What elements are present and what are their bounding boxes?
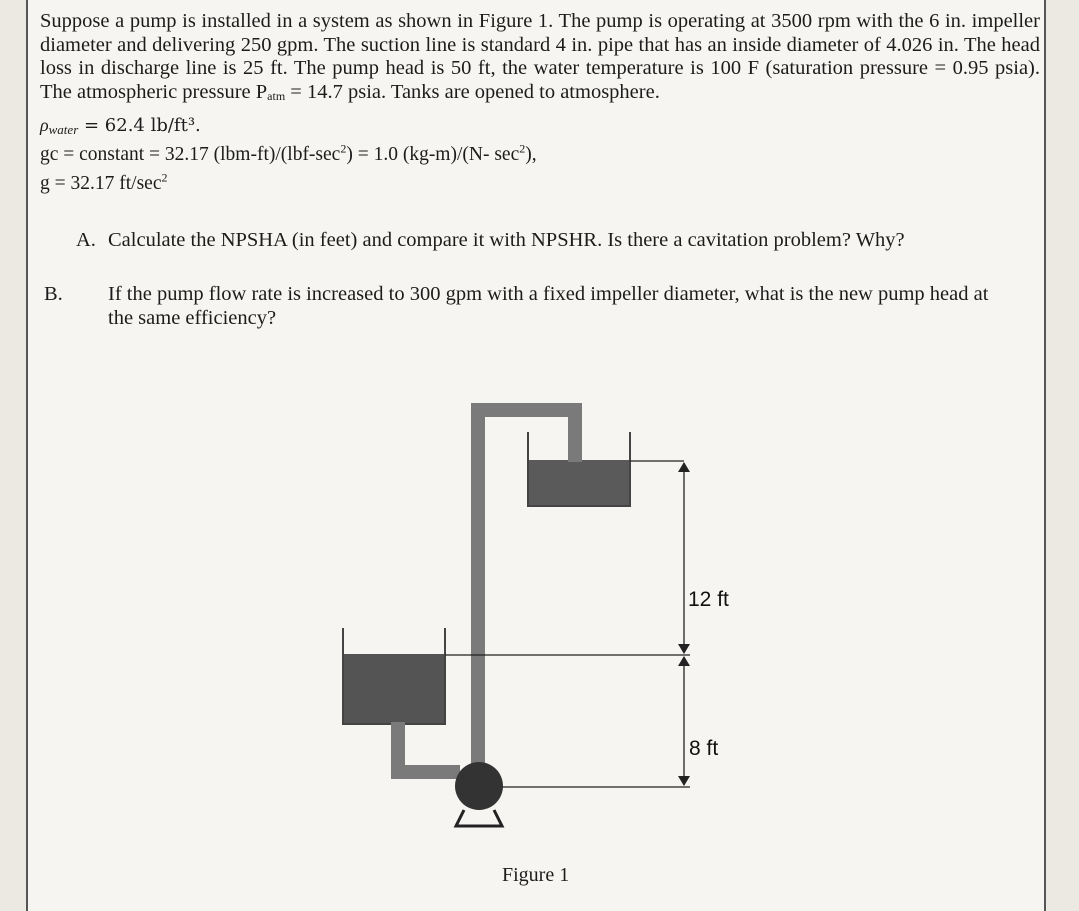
gc-sup-2: 2 (519, 141, 526, 156)
dim-8ft-arrow-top (678, 656, 690, 666)
lower-tank-water (343, 654, 445, 724)
figure-1-diagram (28, 0, 1048, 911)
gc-sup-1: 2 (340, 141, 347, 156)
gc-end: ), (525, 144, 537, 165)
g-text: g = 32.17 ft/sec (40, 173, 162, 194)
worksheet-page (26, 0, 1046, 911)
rho-symbol: ρ (40, 115, 49, 135)
question-a-letter: A. (76, 229, 96, 251)
pump-stand (456, 810, 502, 826)
question-b-text: If the pump flow rate is increased to 300 gpm with a fixed impeller diameter, what is the new pump head at the same efficiency? (108, 283, 989, 329)
patm-subscript: atm (267, 88, 286, 103)
pump-casing (455, 762, 503, 810)
figure-caption: Figure 1 (502, 864, 570, 886)
g-sup: 2 (161, 170, 168, 185)
suction-pipe (398, 722, 460, 772)
dim-8ft-label: 8 ft (689, 737, 719, 760)
dim-12ft-label: 12 ft (688, 588, 729, 611)
problem-text-end: = 14.7 psia. Tanks are opened to atmosphere. (285, 80, 660, 103)
rho-subscript: water (48, 122, 79, 137)
problem-text: Suppose a pump is installed in a system as shown in Figure 1. The pump is operating at 3500 rpm with the 6 in. impeller diameter and delivering 250 gpm. The suction line is standard 4 in. pipe that has an inside diameter of 4.026 in. The head loss in discharge line is 25 ft. The pump head is 50 ft, the water temperature is 100 F (saturation pressure = 0.95 psia). The atmospheric pressure (40, 10, 1040, 103)
gc-text: gc = constant = 32.17 (lbm-ft)/(lbf-sec (40, 144, 341, 165)
dim-12ft-arrow-top (678, 462, 690, 472)
upper-tank-water (528, 460, 630, 506)
question-a-text: Calculate the NPSHA (in feet) and compare it with NPSHR. Is there a cavitation problem? Why? (108, 229, 905, 251)
dim-12ft-arrow-bottom (678, 644, 690, 654)
patm-symbol: P (255, 80, 268, 103)
gc-mid: ) = 1.0 (kg-m)/(N- sec (346, 144, 520, 165)
rho-value: = 62.4 lb/ft³. (78, 115, 201, 136)
question-b-letter: B. (44, 283, 63, 305)
dim-8ft-arrow-bottom (678, 776, 690, 786)
